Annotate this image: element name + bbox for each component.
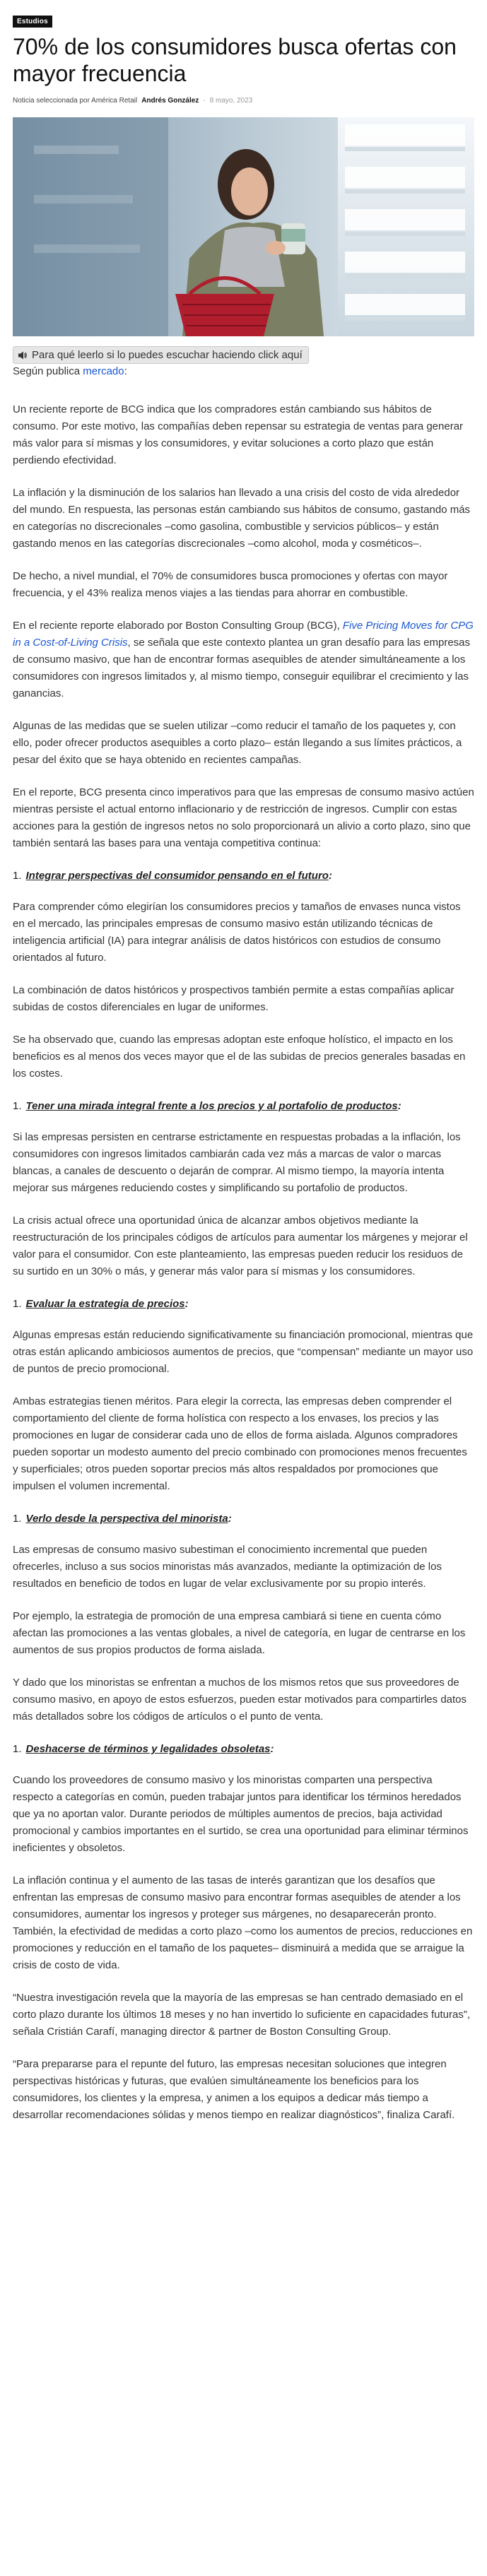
heading-number: 1. [13,1100,22,1112]
paragraph: En el reporte, BCG presenta cinco imperativos para que las empresas de consumo masivo actúen mientras persiste el actual entorno inflacionario y de restricción de ingresos. Cumplir con estas acciones para la gestión de ingresos netos no solo proporcionará un alivio a corto plazo, sino que también sentará las bases para una ventaja competitiva continua: [13,786,474,849]
paragraph: Cuando los proveedores de consumo masivo y los minoristas comparten una perspectiva respecto a categorías en común, pueden trabajar juntos para identificar los términos heredados que ya no aportan valor. Durante periodos de múltiples aumentos de precios, baja actividad promocional y cambios importantes en el surtido, se crea una oportunidad para eliminar términos ineficientes y obsoletos. [13,1774,469,1854]
paragraph: La crisis actual ofrece una oportunidad única de alcanzar ambos objetivos mediante la reestructuración de los principales códigos de artículos para aumentar los márgenes y mejorar el valor para el consumidor. Con este planteamiento, las empresas pueden reducir los residuos de su surtido en un 30% o más, y generar más valor para sí mismas y los consumidores. [13,1215,468,1277]
heading-text: Deshacerse de términos y legalidades obsoletas [25,1743,271,1755]
paragraph: Un reciente reporte de BCG indica que los compradores están cambiando sus hábitos de consumo. Por este motivo, las compañías deben repensar su estrategia de ventas para generar más valor para sí mismas y los consumidores, y evitar soluciones a corto plazo que están perdiendo efectividad. [13,403,464,466]
heading-number: 1. [13,1513,22,1525]
meta-prefix: Noticia seleccionada por América Retail [13,97,138,105]
article-body [13,401,474,2124]
meta-separator: - [203,97,206,105]
paragraph: La inflación y la disminución de los salarios han llevado a una crisis del costo de vida alrededor del mundo. En respuesta, las personas están cambiando sus hábitos de consumo, gastando más en categorías no discrecionales –como gasolina, combustible y servicios públicos– y están gastando menos en las categorías discrecionales –como alcohol, moda y cosméticos–. [13,487,471,550]
report-link[interactable]: Five Pricing Moves for CPG in a Cost-of-Living Crisis [13,620,474,649]
category-badge[interactable]: Estudios [13,16,52,28]
section-heading [13,1511,474,1528]
paragraph: De hecho, a nivel mundial, el 70% de consumidores busca promociones y ofertas con mayor frecuencia, y el 43% realiza menos viajes a las tiendas para ahorrar en combustible. [13,570,448,599]
heading-text: Tener una mirada integral frente a los precios y al portafolio de productos [25,1100,398,1112]
paragraph: La combinación de datos históricos y prospectivos también permite a estas compañías aplicar subidas de costos diferenciales en lugar de uniformes. [13,984,454,1013]
heading-suffix: : [397,1100,401,1112]
heading-number: 1. [13,1298,22,1310]
paragraph: Y dado que los minoristas se enfrentan a muchos de los mismos retos que sus proveedores de consumo masivo, en apoyo de estos esfuerzos, pueden estar motivados para compartirles datos más detallados sobre los códigos de artículos o el punto de venta. [13,1677,467,1723]
paragraph: Ambas estrategias tienen méritos. Para elegir la correcta, las empresas deben comprender el comportamiento del cliente de forma holística con respecto a los envases, los precios y las promociones en lugar de considerar cada uno de ellos de forma aislada. Algunos compradores pueden soportar un modesto aumento del precio combinado con promociones menos frecuentes y superficiales; otros pueden soportar precios más altos respaldados por promociones que impulsen el volumen incremental. [13,1395,467,1492]
heading-suffix: : [328,870,332,882]
heading-suffix: : [270,1743,274,1755]
paragraph-text: En el reciente reporte elaborado por Boston Consulting Group (BCG), [13,620,343,632]
section-heading [13,1741,474,1758]
speaker-icon [18,350,28,360]
paragraph: Algunas empresas están reduciendo significativamente su financiación promocional, mientras que otras están aplicando ambiciosos aumentos de precios, que “compensan” mediante un mayor uso de puntos de precio promocional. [13,1329,474,1375]
author-link[interactable]: Andrés González [141,97,199,105]
heading-text: Verlo desde la perspectiva del minorista [25,1513,228,1525]
heading-number: 1. [13,1743,22,1755]
paragraph [13,618,474,702]
section-heading [13,868,474,885]
heading-text: Evaluar la estrategia de precios [25,1298,185,1310]
source-suffix: : [124,365,127,377]
heading-suffix: : [184,1298,189,1310]
paragraph: Las empresas de consumo masivo subestiman el conocimiento incremental que pueden ofrecerles, incluso a sus socios minoristas más avanzados, mediante la optimización de los resultados en beneficio de todos en lugar de velar exclusivamente por su propio interés. [13,1544,442,1590]
section-heading [13,1098,474,1115]
article-meta [13,97,474,105]
paragraph: Algunas de las medidas que se suelen utilizar –como reducir el tamaño de los paquetes y, con ello, poder ofrecer productos asequibles a corto plazo– están llegando a sus límites prácticos, a pesar del éxito que se haya obtenido en recientes campañas. [13,720,462,766]
paragraph: La inflación continua y el aumento de las tasas de interés garantizan que los desafíos que enfrentan las empresas de consumo masivo para encontrar formas asequibles de atender a los consumidores, aumentar los ingresos y proteger sus márgenes, no desaparecerán pronto. También, la efectividad de medidas a corto plazo –como los aumentos de precios, reducciones en promociones y reducción en el tamaño de los paquetes– disminuirá a medida que se arraigue la crisis de costo de vida. [13,1874,473,1971]
hero-image [13,117,474,336]
paragraph: Para comprender cómo elegirían los consumidores precios y tamaños de envases nunca vistos en el mercado, las principales empresas de consumo masivo están utilizando técnicas de inteligencia artificial (IA) para integrar análisis de datos históricos con estudios de consumo orientados al futuro. [13,901,461,964]
heading-suffix: : [228,1513,232,1525]
paragraph-text: , se señala que este contexto plantea un gran desafío para las empresas de consumo masivo, que han de encontrar formas asequibles de atender simultáneamente a los consumidores con ingresos limitados y, al mismo tiempo, conseguir equilibrar el crecimiento y las ganancias. [13,637,471,699]
hero-image-illustration [13,117,474,336]
section-heading [13,1296,474,1313]
source-line [13,365,474,377]
source-prefix: Según publica [13,365,81,377]
listen-audio-button[interactable] [13,346,309,364]
publish-date: 8 mayo, 2023 [209,97,253,105]
listen-button-label: Para qué leerlo si lo puedes escuchar haciendo click aquí [32,349,303,361]
heading-number: 1. [13,870,22,882]
paragraph: “Para prepararse para el repunte del futuro, las empresas necesitan soluciones que integren perspectivas históricas y futuras, que evalúen simultáneamente los beneficios para los consumidores, los clientes y la empresa, y animen a los equipos a dedicar más tiempo a desarrollar recomendaciones sólidas y menos tiempo en realizar diagnósticos”, finaliza Carafí. [13,2058,455,2121]
source-link[interactable]: mercado [83,365,124,377]
paragraph: Si las empresas persisten en centrarse estrictamente en respuestas probadas a la inflación, los consumidores con ingresos limitados cambiarán cada vez más a marcas de valor o marcas blancas, a canales de descuento o dejarán de comprar. Al mismo tiempo, la mayoría intenta mejorar sus márgenes reduciendo costes y simplificando su portafolio de productos. [13,1131,461,1194]
paragraph: “Nuestra investigación revela que la mayoría de las empresas se han centrado demasiado en el corto plazo durante los últimos 18 meses y no han invertido lo suficiente en capacidades futuras”, señala Cristián Carafí, managing director & partner de Boston Consulting Group. [13,1992,471,2038]
page-title: 70% de los consumidores busca ofertas con mayor frecuencia [13,34,457,86]
paragraph: Por ejemplo, la estrategia de promoción de una empresa cambiará si tiene en cuenta cómo afectan las promociones a las ventas globales, a nivel de categoría, en lugar de centrarse en los aumentos de sus propios productos de forma aislada. [13,1610,466,1656]
paragraph: Se ha observado que, cuando las empresas adoptan este enfoque holístico, el impacto en los beneficios es al menos dos veces mayor que el de las subidas de precios generales basadas en los costes. [13,1034,466,1080]
heading-text: Integrar perspectivas del consumidor pensando en el futuro [25,870,329,882]
